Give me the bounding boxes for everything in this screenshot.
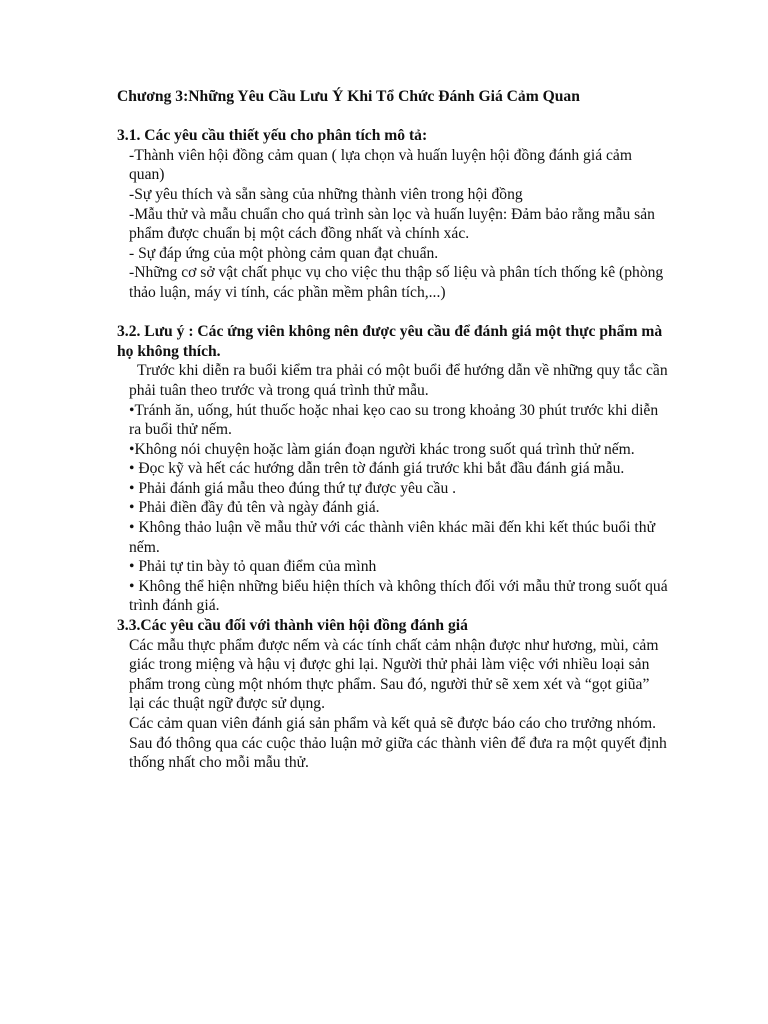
list-item: • Không thể hiện những biểu hiện thích và không thích đối với mẫu thử trong suốt quá trình đánh giá. [129, 577, 668, 615]
section-body [117, 146, 668, 303]
list-item: -Những cơ sở vật chất phục vụ cho việc thu thập số liệu và phân tích thống kê (phòng thảo luận, máy vi tính, các phần mềm phân tích,...) [129, 264, 664, 301]
section-body [117, 636, 668, 773]
section-heading: 3.2. Lưu ý : Các ứng viên không nên được yêu cầu để đánh giá một thực phẩm mà họ không thích. [117, 323, 663, 360]
paragraph: Các mẫu thực phẩm được nếm và các tính chất cảm nhận được như hương, mùi, cảm giác trong miệng và hậu vị được ghi lại. Người thử phải làm việc với nhiều loại sản phẩm trong cùng một nhóm thực phẩm. Sau đó, người thử sẽ xem xét và “gọt giũa” lại các thuật ngữ được sử dụng. [129, 636, 659, 713]
section-heading: 3.1. Các yêu cầu thiết yếu cho phân tích mô tả: [117, 127, 428, 145]
section-3-3 [117, 616, 668, 773]
section-3-2 [117, 322, 668, 616]
list-item: •Không nói chuyện hoặc làm gián đoạn người khác trong suốt quá trình thử nếm. [129, 440, 635, 458]
list-item: • Phải tự tin bày tỏ quan điểm của mình [129, 558, 377, 576]
list-item: -Thành viên hội đồng cảm quan ( lựa chọn và huấn luyện hội đồng đánh giá cảm quan) [129, 146, 632, 184]
list-item: -Mẫu thử và mẫu chuẩn cho quá trình sàn lọc và huấn luyện: Đảm bảo rằng mẫu sản phẩm được chuẩn bị một cách đồng nhất và chính xác. [129, 205, 655, 243]
list-item: • Phải đánh giá mẫu theo đúng thứ tự được yêu cầu . [129, 479, 457, 497]
chapter-title: Chương 3:Những Yêu Cầu Lưu Ý Khi Tổ Chức Đánh Giá Cảm Quan [117, 88, 580, 105]
list-item: - Sự đáp ứng của một phòng cảm quan đạt chuẩn. [129, 244, 439, 262]
paragraph: Trước khi diễn ra buổi kiểm tra phải có một buổi để hướng dẫn về những quy tắc cần phải tuân theo trước và trong quá trình thử mẫu. [129, 362, 668, 399]
paragraph: Các cảm quan viên đánh giá sản phẩm và kết quả sẽ được báo cáo cho trưởng nhóm. Sau đó thông qua các cuộc thảo luận mở giữa các thành viên để đưa ra một quyết định thống nhất cho mỗi mẫu thử. [129, 715, 667, 772]
list-item: •Tránh ăn, uống, hút thuốc hoặc nhai kẹo cao su trong khoảng 30 phút trước khi diễn ra buổi thử nếm. [129, 401, 659, 439]
section-body [117, 361, 668, 616]
section-heading: 3.3.Các yêu cầu đối với thành viên hội đồng đánh giá [117, 617, 468, 635]
list-item: • Đọc kỹ và hết các hướng dẫn trên tờ đánh giá trước khi bắt đầu đánh giá mẫu. [129, 460, 625, 478]
list-item: • Không thảo luận về mẫu thử với các thành viên khác mãi đến khi kết thúc buổi thử nếm. [129, 519, 656, 556]
list-item: • Phải điền đầy đủ tên và ngày đánh giá. [129, 499, 380, 517]
list-item: -Sự yêu thích và sẵn sàng của những thành viên trong hội đồng [129, 185, 523, 203]
section-3-1 [117, 126, 668, 302]
